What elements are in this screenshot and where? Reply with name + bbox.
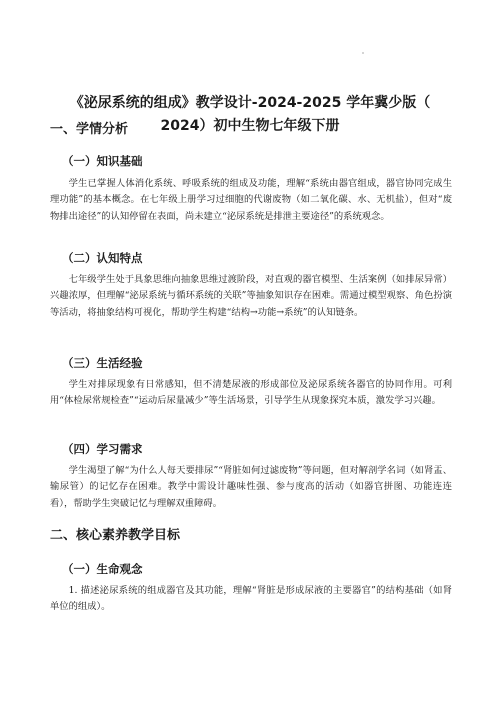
subheading-life-experience: （三）生活经验 [62, 356, 143, 370]
title-line-2: 2024）初中生物七年级下册 [160, 118, 340, 134]
subheading-life-concept: （一）生命观念 [62, 562, 143, 576]
title-line-1: 《泌尿系统的组成》教学设计-2024-2025 学年冀少版（ [69, 95, 431, 111]
paragraph-knowledge-basis: 学生已掌握人体消化系统、呼吸系统的组成及功能，理解“系统由器官组成，器官协同完成生理功能”的基本概念。在七年级上册学习过细胞的代谢废物（如二氧化碳、水、无机盐），但对“废物排出途径”的认知停留在表面，尚未建立“泌尿系统是排泄主要途径”的系统观念。 [50, 178, 452, 222]
section-heading-core-goals: 二、核心素养教学目标 [50, 528, 181, 543]
scan-speck [362, 52, 364, 54]
subheading-learning-needs: （四）学习需求 [62, 442, 143, 456]
paragraph-cognitive-traits: 七年级学生处于具象思维向抽象思维过渡阶段，对直观的器官模型、生活案例（如排尿异常）兴趣浓厚，但理解“泌尿系统与循环系统的关联”等抽象知识存在困难。需通过模型观察、角色扮演等活动，将抽象结构可视化，帮助学生构建“结构→功能→系统”的认知链条。 [50, 274, 452, 318]
paragraph-learning-needs: 学生渴望了解“为什么人每天要排尿”“肾脏如何过滤废物”等问题，但对解剖学名词（如肾盂、输尿管）的记忆存在困难。教学中需设计趣味性强、参与度高的活动（如器官拼图、功能连连看），帮助学生突破记忆与理解双重障碍。 [50, 465, 452, 509]
subheading-cognitive-traits: （二）认知特点 [62, 251, 143, 265]
paragraph-life-concept: 1. 描述泌尿系统的组成器官及其功能，理解“肾脏是形成尿液的主要器官”的结构基础（如肾单位的组成）。 [50, 585, 452, 613]
subheading-knowledge-basis: （一）知识基础 [62, 154, 143, 168]
section-heading-learning-analysis: 一、学情分析 [50, 122, 129, 137]
paragraph-life-experience: 学生对排尿现象有日常感知，但不清楚尿液的形成部位及泌尿系统各器官的协同作用。可利用“体检尿常规检查”“运动后尿量减少”等生活场景，引导学生从现象探究本质，激发学习兴趣。 [50, 379, 452, 407]
